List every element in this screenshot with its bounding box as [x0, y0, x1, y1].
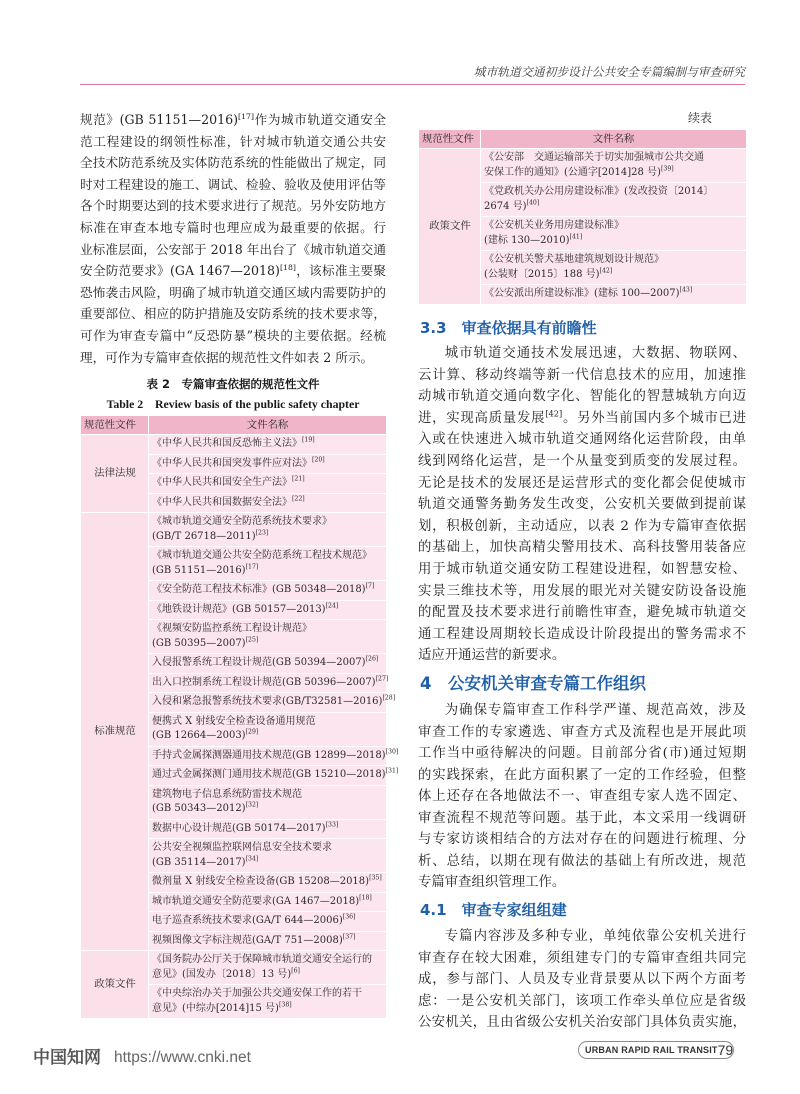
table-entry-cell [481, 149, 747, 183]
cnki-url-link[interactable]: https://www.cnki.net [114, 1049, 251, 1066]
citation-superscript: [42] [545, 408, 563, 419]
paragraph-line: 的配置及技术要求进行前瞻性审查，避免城市轨道交 [418, 605, 746, 621]
table-entry-cell [149, 693, 396, 713]
column-header-category: 规范性文件 [419, 130, 481, 149]
table-entry-cell [481, 217, 747, 251]
table-entry-cell [149, 435, 387, 455]
citation-superscript: [27] [375, 675, 389, 683]
entry-line: (建标 130—2010)[41] [484, 233, 583, 246]
table-entry-cell [149, 892, 387, 912]
table-entry-cell [149, 931, 387, 951]
paragraph-line: 审查流程不规范等问题。基于此，本文采用一线调研 [418, 810, 746, 826]
entry-line: 《地铁设计规范》(GB 50157—2013)[24] [152, 602, 339, 615]
table-entry-cell [149, 581, 387, 601]
citation-superscript: [28] [382, 694, 396, 702]
table-continued-label: 续表 [688, 111, 713, 125]
column-header-document: 文件名称 [149, 416, 387, 435]
paragraph-line: 线到网络化运营，是一个从量变到质变的发展过程。 [418, 453, 746, 469]
entry-line: 公共安全视频监控联网信息安全技术要求 [152, 842, 332, 853]
entry-line: 《中华人民共和国数据安全法》[22] [152, 495, 305, 508]
citation-superscript: [6] [291, 967, 300, 975]
entry-line: 城市轨道交通安全防范要求(GA 1467—2018)[18] [152, 894, 372, 907]
table-category-cell: 标准规范 [81, 513, 149, 951]
paragraph-line: 动城市轨道交通向数字化、智能化的智慧城轨方向迈 [418, 389, 746, 405]
entry-line: 电子巡查系统技术要求(GA/T 644—2006)[36] [152, 913, 356, 926]
citation-superscript: [32] [245, 801, 259, 809]
citation-superscript: [18] [279, 262, 296, 272]
table-entry-cell [149, 654, 387, 674]
section-4-paragraph [418, 700, 746, 894]
paragraph-line: 各个时期要达到的技术要求进行了规范。另外安防地方 [80, 198, 386, 214]
section-heading-4-1: 4.1 审查专家组组建 [420, 901, 567, 919]
table-category-cell: 法律法规 [81, 435, 149, 513]
entry-line: 《中华人民共和国反恐怖主义法》[19] [152, 436, 315, 449]
paragraph-line: 业标准层面，公安部于 2018 年出台了《城市轨道交通 [80, 241, 386, 257]
table-row [81, 951, 387, 985]
entry-line: 《中央综治办关于加强公共交通安保工作的若干 [152, 988, 362, 999]
section-3-3-paragraph [418, 343, 746, 667]
paragraph-line: 云计算、移动终端等新一代信息技术的应用，加速推 [418, 367, 746, 383]
table-row [81, 513, 387, 547]
table-entry-cell [149, 547, 387, 581]
citation-superscript: [17] [238, 111, 255, 121]
entry-line: (GB 12664—2003)[29] [152, 728, 259, 741]
table-entry-cell [149, 839, 387, 873]
running-title: 城市轨道交通初步设计公共安全专篇编制与审查研究 [473, 65, 745, 79]
paragraph-line: 范工程建设的纲领性标准，针对城市轨道交通公共安 [80, 133, 386, 149]
citation-superscript: [40] [526, 199, 540, 207]
table-entry-cell [149, 766, 399, 786]
entry-line: 入侵和紧急报警系统技术要求(GB/T32581—2016)[28] [152, 694, 396, 707]
citation-superscript: [25] [245, 636, 259, 644]
citation-superscript: [22] [292, 495, 305, 503]
table-row [419, 149, 747, 183]
citation-superscript: [24] [325, 602, 339, 610]
paragraph-line: 用于城市轨道交通安防工程建设进程，如智慧安检、 [418, 561, 746, 577]
table-entry-cell [149, 600, 387, 620]
paragraph-line: 理，可作为专篇审查依据的规范性文件如表 2 所示。 [80, 349, 374, 365]
section-heading-4: 4 公安机关审查专篇工作组织 [420, 674, 646, 693]
table-entry-cell [149, 673, 387, 693]
paragraph-line: 划，积极创新，主动适应，以表 2 作为专篇审查依据 [418, 518, 746, 534]
entry-line: (GB/T 26718—2011)[23] [152, 529, 269, 542]
entry-line: 《中华人民共和国安全生产法》[21] [152, 475, 305, 488]
paragraph-line: 全技术防范系统及实体防范系统的性能做出了规定，同 [80, 155, 386, 171]
paragraph-line: 恐怖袭击风险，明确了城市轨道交通区域内需要防护的 [80, 284, 386, 300]
entry-line: 《国务院办公厅关于保障城市轨道交通安全运行的 [152, 954, 372, 965]
citation-superscript: [29] [245, 728, 259, 736]
entry-line: 《公安派出所建设标准》(建标 100—2007)[43] [484, 286, 693, 299]
table-entry-cell [149, 819, 387, 839]
table-entry-cell [481, 285, 747, 305]
citation-superscript: [19] [302, 436, 315, 444]
entry-line: 《中华人民共和国突发事件应对法》[20] [152, 456, 325, 469]
paragraph-line: 专篇内容涉及多种专业，单纯依靠公安机关进行 [444, 929, 746, 944]
paragraph-line: 规范》(GB 51151—2016)[17]作为城市轨道交通安全 [80, 111, 386, 127]
table-entry-cell [149, 746, 399, 766]
left-column-paragraph [80, 109, 386, 368]
citation-superscript: [30] [385, 748, 399, 756]
paragraph-line: 虑：一是公安机关部门，该项工作牵头单位应是省级 [418, 993, 746, 1009]
entry-line: 入侵报警系统工程设计规范(GB 50394—2007)[26] [152, 655, 379, 668]
citation-superscript: [42] [599, 267, 613, 275]
entry-line: (GB 50343—2012)[32] [152, 801, 259, 814]
paragraph-line: 公安机关，且由省级公安机关治安部门具体负责实施， [418, 1015, 746, 1030]
paragraph-line: 可作为审查专篇中“反恐防暴”模块的主要依据。经梳 [80, 327, 386, 343]
paragraph-line: 重要部位、相应的防护措施及安防系统的技术要求等， [80, 306, 386, 322]
citation-superscript: [36] [342, 913, 356, 921]
table-entry-cell [149, 454, 387, 474]
entry-line: (GB 50395—2007)[25] [152, 636, 259, 649]
entry-line: 《安全防范工程技术标准》(GB 50348—2018)[7] [152, 582, 375, 595]
citation-superscript: [38] [278, 1001, 292, 1009]
table-caption-en: Table 2 Review basis of the public safety chapter [106, 397, 360, 411]
entry-line: 视频图像文字标注规范(GA/T 751—2008)[37] [152, 933, 356, 946]
paragraph-line: 成，参与部门、人员及专业背景要从以下两个方面考 [418, 972, 746, 987]
section-heading-3-3: 3.3 审查依据具有前瞻性 [420, 319, 597, 337]
table-caption-cn: 表 2 专篇审查依据的规范性文件 [146, 377, 320, 391]
paragraph-line: 审查工作的专家遴选、审查方式及流程也是开展此项 [418, 724, 746, 740]
table-row [81, 435, 387, 455]
citation-superscript: [18] [359, 894, 372, 902]
citation-superscript: [39] [660, 165, 674, 173]
citation-superscript: [23] [255, 529, 269, 537]
entry-line: 意见》(中综办[2014]15 号)[38] [152, 1001, 292, 1014]
entry-line: 安保工作的通知》(公通字[2014]28 号)[39] [484, 165, 674, 178]
entry-line: 出入口控制系统工程设计规范(GB 50396—2007)[27] [152, 675, 389, 688]
journal-name: URBAN RAPID RAIL TRANSIT [585, 1045, 718, 1055]
paragraph-line: 标准在审查本地专篇时也理应成为最重要的依据。行 [80, 219, 386, 235]
entry-line: 《城市轨道交通公共安全防范系统工程技术规范》 [152, 550, 372, 561]
entry-line: (GB 51151—2016)[17] [152, 563, 259, 576]
citation-superscript: [35] [369, 874, 382, 882]
entry-line: 数据中心设计规范(GB 50174—2017)[33] [152, 821, 339, 834]
citation-superscript: [7] [365, 582, 375, 590]
table-entry-cell [149, 873, 387, 893]
entry-line: 《视频安防监控系统工程设计规范》 [152, 623, 312, 634]
table-entry-cell [149, 912, 387, 932]
citation-superscript: [21] [292, 475, 305, 483]
table-entry-cell [149, 513, 387, 547]
entry-line: 意见》(国发办〔2018〕13 号)[6] [152, 967, 300, 980]
paragraph-line: 专篇审查组织管理工作。 [418, 875, 566, 890]
table-entry-cell [149, 620, 387, 654]
table-entry-cell [481, 183, 747, 217]
table-entry-cell [149, 785, 387, 819]
entry-line: 微剂量 X 射线安全检查设备(GB 15208—2018)[35] [152, 874, 382, 887]
table-entry-cell [149, 493, 387, 513]
table-category-cell: 政策文件 [81, 951, 149, 1019]
cnki-logo: 中国知网 [33, 1048, 101, 1068]
paragraph-line: 审查存在较大困难，须组建专门的专篇审查组共同完 [418, 950, 746, 966]
section-4-1-paragraph [418, 926, 746, 1034]
entry-line: 《公安机关业务用房建设标准》 [484, 220, 624, 231]
page-number: 79 [717, 1042, 734, 1058]
entry-line: 通过式金属探测门通用技术规范(GB 15210—2018)[31] [152, 767, 399, 780]
table-2-continued [418, 129, 747, 305]
paragraph-line: 析、总结，以期在现有做法的基础上有所改进，规范 [418, 853, 746, 869]
table-entry-cell [149, 985, 387, 1019]
paragraph-line: 无论是技术的发展还是运营形式的变化都会促使城市 [418, 475, 746, 491]
paragraph-line: 与专家访谈相结合的方法对存在的问题进行梳理、分 [418, 832, 746, 847]
table-entry-cell [481, 251, 747, 285]
paragraph-line: 的基础上，加快高精尖警用技术、高科技警用装备应 [418, 540, 746, 556]
entry-line: 《公安部 交通运输部关于切实加强城市公共交通 [484, 152, 704, 163]
entry-line: 建筑物电子信息系统防雷技术规范 [152, 788, 302, 800]
entry-line: 《党政机关办公用房建设标准》(发改投资〔2014〕 [484, 186, 714, 197]
citation-superscript: [41] [569, 233, 583, 241]
paragraph-line: 时对工程建设的施工、调试、检验、验收及使用评估等 [80, 176, 386, 192]
entry-line: 手持式金属探测器通用技术规范(GB 12899—2018)[30] [152, 748, 399, 761]
paragraph-line: 工作当中亟待解决的问题。目前部分省(市)通过短期 [418, 746, 746, 761]
entry-line: (公装财〔2015〕188 号)[42] [484, 267, 613, 280]
paragraph-line: 实景三维技术等，用发展的眼光对关键安防设备设施 [418, 583, 746, 599]
paragraph-line: 适应开通运营的新要求。 [418, 648, 566, 664]
table-2 [80, 415, 399, 1019]
entry-line: 便携式 X 射线安全检查设备通用规范 [152, 715, 316, 727]
paragraph-line: 通工程建设周期较长造成设计阶段提出的警务需求不 [418, 626, 746, 642]
entry-line: 《城市轨道交通安全防范系统技术要求》 [152, 516, 332, 527]
table-entry-cell [149, 474, 387, 494]
header-rule [80, 84, 745, 85]
paragraph-line: 轨道交通警务勤务发生改变，公安机关要做到提前谋 [418, 497, 746, 513]
paragraph-line: 安全防范要求》(GA 1467—2018)[18]，该标准主要聚 [80, 262, 386, 279]
paragraph-line: 进，实现高质量发展[42]。另外当前国内多个城市已进 [418, 408, 746, 426]
paragraph-line: 为确保专篇审查工作科学严谨、规范高效，涉及 [444, 703, 746, 718]
citation-superscript: [26] [365, 655, 379, 663]
table-header-row [81, 416, 387, 435]
citation-superscript: [37] [342, 933, 356, 941]
column-header-document: 文件名称 [481, 130, 747, 149]
table-category-cell: 政策文件 [419, 149, 481, 305]
paragraph-line: 的实践探索，在此方面积累了一定的工作经验，但整 [418, 767, 746, 783]
table-2-continued-body [419, 149, 747, 305]
entry-line: 《公安机关警犬基地建筑规划设计规范》 [484, 254, 664, 265]
table-header-row [419, 130, 747, 149]
citation-superscript: [34] [245, 855, 259, 863]
paragraph-line: 体上还存在各地做法不一、审查组专家人选不固定、 [418, 789, 746, 804]
citation-superscript: [33] [325, 821, 339, 829]
citation-superscript: [31] [385, 767, 399, 775]
table-2-body [81, 435, 399, 1019]
entry-line: (GB 35114—2017)[34] [152, 855, 259, 868]
paragraph-line: 城市轨道交通技术发展迅速，大数据、物联网、 [444, 346, 746, 361]
paragraph-line: 入或在快速进入城市轨道交通网络化运营阶段，由单 [418, 432, 746, 448]
citation-superscript: [20] [312, 456, 325, 464]
table-entry-cell [149, 712, 387, 746]
column-header-category: 规范性文件 [81, 416, 149, 435]
citation-superscript: [17] [245, 563, 259, 571]
citation-superscript: [43] [679, 286, 693, 294]
table-entry-cell [149, 951, 387, 985]
entry-line: 2674 号)[40] [484, 199, 540, 212]
journal-footer-badge [578, 1041, 734, 1059]
